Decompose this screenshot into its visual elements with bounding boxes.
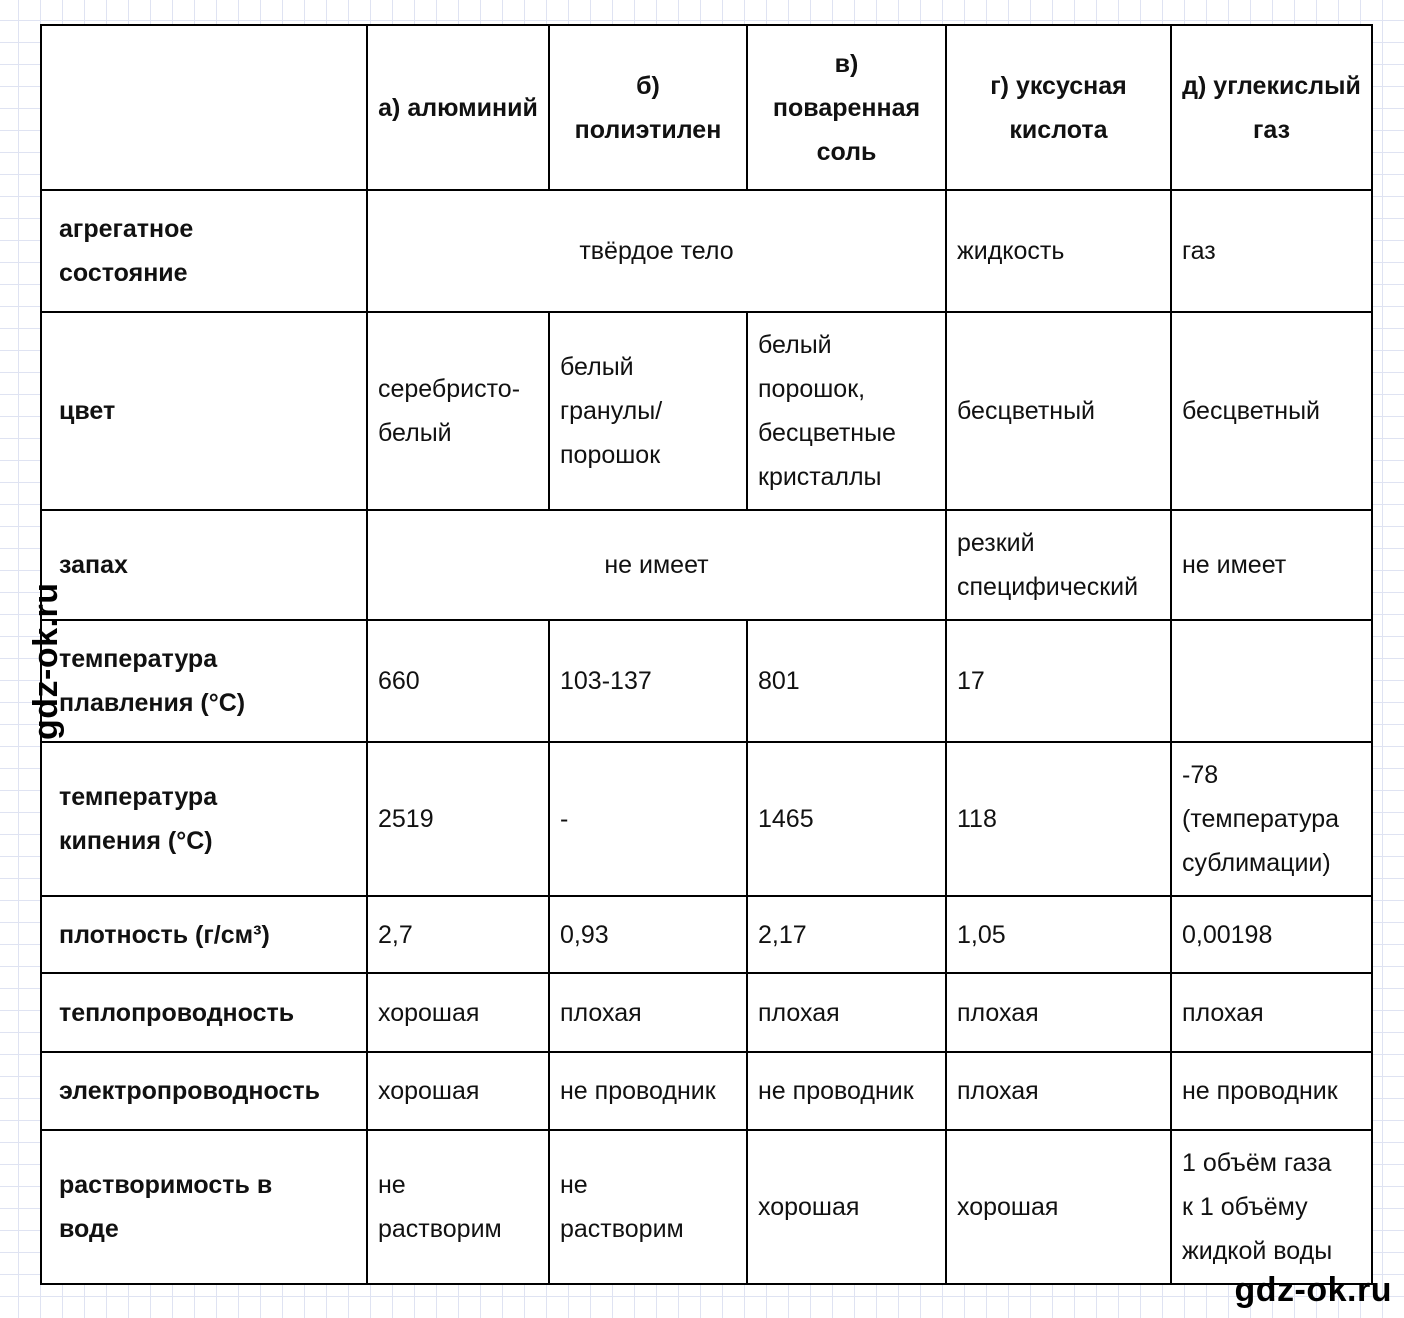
cell-density-polyethylene: 0,93 [549,896,747,973]
row-label-electrical: электропроводность [41,1052,367,1130]
row-label-melting: температура плавления (°С) [41,620,367,742]
cell-state-acetic: жидкость [946,190,1171,312]
table-row-density [41,896,1372,973]
table-row-smell [41,510,1372,620]
cell-state-solid: твёрдое тело [367,190,946,312]
cell-solubility-aluminium: не растворим [367,1130,549,1284]
cell-boiling-aluminium: 2519 [367,742,549,896]
cell-solubility-acetic: хорошая [946,1130,1171,1284]
row-label-solubility: растворимость в воде [41,1130,367,1284]
header-corner [41,25,367,190]
row-label-color: цвет [41,312,367,510]
cell-boiling-acetic: 118 [946,742,1171,896]
cell-color-co2: бесцветный [1171,312,1372,510]
cell-color-acetic: бесцветный [946,312,1171,510]
cell-thermal-co2: плохая [1171,973,1372,1052]
cell-melting-polyethylene: 103-137 [549,620,747,742]
cell-density-salt: 2,17 [747,896,946,973]
properties-table [40,24,1373,1285]
table-row-boiling [41,742,1372,896]
cell-electrical-salt: не проводник [747,1052,946,1130]
header-salt: в) поваренная соль [747,25,946,190]
cell-solubility-co2: 1 объём газа к 1 объёму жидкой воды [1171,1130,1372,1284]
table-row-color [41,312,1372,510]
watermark-corner: gdz-ok.ru [1234,1271,1392,1309]
cell-smell-co2: не имеет [1171,510,1372,620]
cell-thermal-polyethylene: плохая [549,973,747,1052]
cell-thermal-acetic: плохая [946,973,1171,1052]
header-polyethylene: б) полиэтилен [549,25,747,190]
cell-color-aluminium: серебристо- белый [367,312,549,510]
cell-thermal-salt: плохая [747,973,946,1052]
row-label-state: агрегатное состояние [41,190,367,312]
cell-electrical-acetic: плохая [946,1052,1171,1130]
table-row-electrical [41,1052,1372,1130]
cell-density-co2: 0,00198 [1171,896,1372,973]
cell-smell-acetic: резкий специфический [946,510,1171,620]
header-aluminium: а) алюминий [367,25,549,190]
cell-density-aluminium: 2,7 [367,896,549,973]
cell-boiling-polyethylene: - [549,742,747,896]
table-row-state [41,190,1372,312]
cell-thermal-aluminium: хорошая [367,973,549,1052]
cell-color-polyethylene: белый гранулы/ порошок [549,312,747,510]
row-label-thermal: теплопроводность [41,973,367,1052]
row-label-boiling: температура кипения (°С) [41,742,367,896]
cell-boiling-co2: -78 (температура сублимации) [1171,742,1372,896]
header-co2: д) углекислый газ [1171,25,1372,190]
row-label-density: плотность (г/см³) [41,896,367,973]
table-row-thermal [41,973,1372,1052]
cell-color-salt: белый порошок, бесцветные кристаллы [747,312,946,510]
watermark-side: gdz-ok.ru [27,582,65,740]
cell-solubility-salt: хорошая [747,1130,946,1284]
cell-electrical-polyethylene: не проводник [549,1052,747,1130]
header-acetic-acid: г) уксусная кислота [946,25,1171,190]
cell-electrical-co2: не проводник [1171,1052,1372,1130]
cell-melting-acetic: 17 [946,620,1171,742]
row-label-smell: запах [41,510,367,620]
cell-melting-aluminium: 660 [367,620,549,742]
cell-melting-co2 [1171,620,1372,742]
table-row-solubility [41,1130,1372,1284]
cell-density-acetic: 1,05 [946,896,1171,973]
table-row-melting [41,620,1372,742]
cell-boiling-salt: 1465 [747,742,946,896]
cell-electrical-aluminium: хорошая [367,1052,549,1130]
cell-solubility-polyethylene: не растворим [549,1130,747,1284]
header-row [41,25,1372,190]
cell-state-co2: газ [1171,190,1372,312]
cell-smell-solid: не имеет [367,510,946,620]
cell-melting-salt: 801 [747,620,946,742]
